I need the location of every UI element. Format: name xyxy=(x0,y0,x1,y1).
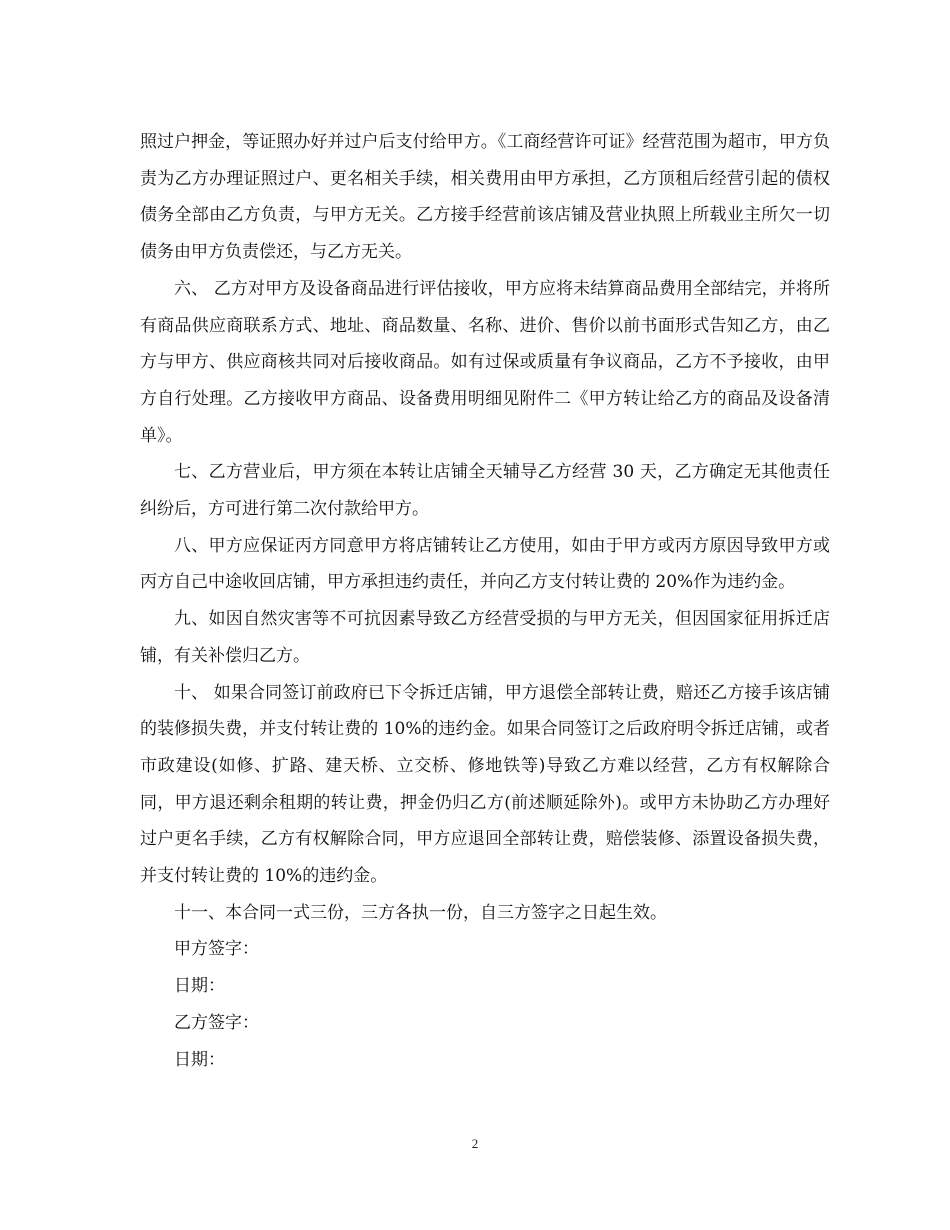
party-a-date-label: 日期： xyxy=(174,976,225,997)
party-a-signature-label: 甲方签字： xyxy=(174,939,259,960)
party-b-signature-label: 乙方签字： xyxy=(174,1012,259,1033)
clause-11: 十一、本合同一式三份，三方各执一份，自三方签字之日起生效。 xyxy=(174,902,667,923)
paragraph-continuation: 照过户押金，等证照办好并过户后支付给甲方。《工商经营许可证》经营范围为超市，甲方负责为乙方办理证照过户、更名相关手续，相关费用由甲方承担，乙方顶租后经营引起的债权债务全部由乙方负责，与甲方无关。乙方接手经营前该店铺及营业执照上所载业主所欠一切债务由甲方负责偿还，与乙方无关。 xyxy=(140,132,830,263)
clause-10: 十、 如果合同签订前政府已下令拆迁店铺，甲方退偿全部转让费，赔还乙方接手该店铺的装修损失费，并支付转让费的 10%的违约金。如果合同签订之后政府明令拆迁店铺，或者市政建设(如修、扩路、建天桥、立交桥、修地铁等)导致乙方难以经营，乙方有权解除合同，甲方退还剩余租期的转让费，押金仍归乙方(前述顺延除外)。或甲方未协助乙方办理好过户更名手续，乙方有权解除合同，甲方应退回全部转让费，赔偿装修、添置设备损失费，并支付转让费的 10%的违约金。 xyxy=(140,682,830,887)
clause-8: 八、甲方应保证丙方同意甲方将店铺转让乙方使用，如由于甲方或丙方原因导致甲方或丙方自己中途收回店铺，甲方承担违约责任，并向乙方支付转让费的 20%作为违约金。 xyxy=(140,535,830,593)
clause-6: 六、 乙方对甲方及设备商品进行评估接收，甲方应将未结算商品费用全部结完，并将所有商品供应商联系方式、地址、商品数量、名称、进价、售价以前书面形式告知乙方，由乙方与甲方、供应商核共同对后接收商品。如有过保或质量有争议商品，乙方不予接收，由甲方自行处理。乙方接收甲方商品、设备费用明细见附件二《甲方转让给乙方的商品及设备清单》。 xyxy=(140,278,830,446)
clause-7: 七、乙方营业后，甲方须在本转让店铺全天辅导乙方经营 30 天，乙方确定无其他责任纠纷后，方可进行第二次付款给甲方。 xyxy=(140,462,830,520)
clause-9: 九、如因自然灾害等不可抗因素导致乙方经营受损的与甲方无关，但因国家征用拆迁店铺，有关补偿归乙方。 xyxy=(140,609,830,666)
document-body xyxy=(140,124,830,1078)
page-number: 2 xyxy=(471,1136,479,1151)
party-b-date-label: 日期： xyxy=(174,1049,225,1070)
